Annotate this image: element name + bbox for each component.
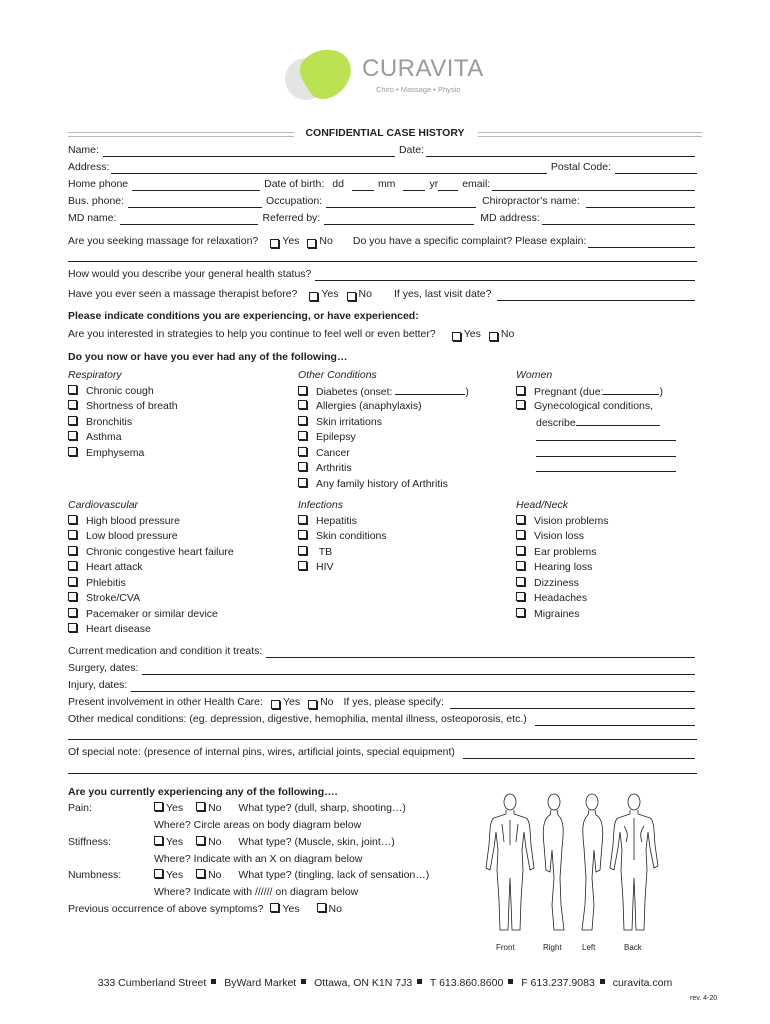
list-item[interactable]: Gynecological conditions, xyxy=(516,399,676,415)
list-item[interactable]: Chronic cough xyxy=(68,384,178,400)
medication-label: Current medication and condition it treats: xyxy=(68,645,263,657)
women-group xyxy=(516,368,676,477)
relax-yes-checkbox[interactable] xyxy=(270,239,279,248)
list-item[interactable]: Skin conditions xyxy=(298,529,387,545)
history-heading: Do you now or have you ever had any of the following… xyxy=(68,351,348,363)
indicate-heading: Please indicate conditions you are experiencing, or have experienced: xyxy=(68,310,419,322)
email-label: email: xyxy=(462,178,491,190)
footer-market: ByWard Market xyxy=(224,977,297,989)
specify-field[interactable] xyxy=(450,698,695,709)
list-item[interactable]: Allergies (anaphylaxis) xyxy=(298,399,469,415)
list-item[interactable]: Hepatitis xyxy=(298,514,387,530)
special-label: Of special note: (presence of internal pins, wires, artificial joints, special equipment) xyxy=(68,746,455,758)
health-field[interactable] xyxy=(315,270,695,281)
numbness-no-checkbox[interactable] xyxy=(196,869,205,878)
logo-mark-icon xyxy=(284,46,356,106)
stiffness-where: Where? Indicate with an X on diagram below xyxy=(154,853,363,865)
describe-line[interactable] xyxy=(516,461,676,477)
row-special xyxy=(68,745,697,759)
seen-question: Have you ever seen a massage therapist before? xyxy=(68,288,298,300)
stiffness-label: Stiffness: xyxy=(68,836,111,848)
surgery-field[interactable] xyxy=(142,664,695,675)
pain-where: Where? Circle areas on body diagram below xyxy=(154,819,362,831)
body-left-figure xyxy=(582,794,603,930)
stiffness-options: Yes No What type? (Muscle, skin, joint…) xyxy=(154,836,395,849)
address-field[interactable] xyxy=(111,163,546,174)
postal-label: Postal Code: xyxy=(550,161,611,173)
md-address-field[interactable] xyxy=(542,214,695,225)
home-phone-field[interactable] xyxy=(132,180,260,191)
relax-question: Are you seeking massage for relaxation? xyxy=(68,235,259,247)
brand-name: CURAVITA xyxy=(362,55,484,82)
square-bullet-icon xyxy=(508,979,513,984)
symptoms-heading: Are you currently experiencing any of the following…. xyxy=(68,786,338,798)
pain-yes-checkbox[interactable] xyxy=(154,802,163,811)
seen-yes-label: Yes xyxy=(321,288,339,300)
last-visit-label: If yes, last visit date? xyxy=(393,288,492,300)
diagram-label-left: Left xyxy=(582,943,596,952)
other-medical-label: Other medical conditions: (eg. depression, digestive, hemophilia, mental illness, osteoporosis, etc.) xyxy=(68,713,527,725)
diagram-label-right: Right xyxy=(543,943,562,952)
referred-label: Referred by: xyxy=(262,212,321,224)
md-name-label: MD name: xyxy=(68,212,117,224)
previous-row: Previous occurrence of above symptoms? Yes No xyxy=(68,903,342,915)
numbness-yes-checkbox[interactable] xyxy=(154,869,163,878)
relax-no-label: No xyxy=(319,235,333,247)
row-seen xyxy=(68,287,697,301)
numbness-type: What type? (tingling, lack of sensation…) xyxy=(238,869,430,881)
strategies-yes-checkbox[interactable] xyxy=(452,332,461,341)
occupation-label: Occupation: xyxy=(266,195,323,207)
page-title: CONFIDENTIAL CASE HISTORY xyxy=(0,127,770,139)
pain-label: Pain: xyxy=(68,802,92,814)
footer-website[interactable]: curavita.com xyxy=(612,977,673,989)
headneck-title: Head/Neck xyxy=(516,499,568,511)
describe-row[interactable]: describe xyxy=(516,415,676,431)
stiffness-type: What type? (Muscle, skin, joint…) xyxy=(238,836,395,848)
health-question: How would you describe your general health status? xyxy=(68,268,312,280)
chiro-name-field[interactable] xyxy=(586,197,695,208)
date-label: Date: xyxy=(398,144,425,156)
square-bullet-icon xyxy=(211,979,216,984)
square-bullet-icon xyxy=(417,979,422,984)
list-item[interactable]: Skin irritations xyxy=(298,415,469,431)
list-item[interactable]: TB xyxy=(298,545,387,561)
respiratory-group xyxy=(68,368,178,461)
row-health xyxy=(68,267,697,281)
md-name-field[interactable] xyxy=(120,214,258,225)
pain-no-checkbox[interactable] xyxy=(196,802,205,811)
list-item[interactable]: Heart attack xyxy=(68,560,234,576)
pain-type: What type? (dull, sharp, shooting…) xyxy=(238,802,406,814)
list-item[interactable]: Epilepsy xyxy=(298,430,469,446)
row-injury xyxy=(68,678,697,692)
name-label: Name: xyxy=(68,144,99,156)
women-title: Women xyxy=(516,369,553,381)
row-relaxation xyxy=(68,234,697,248)
diagram-label-back: Back xyxy=(624,943,642,952)
involvement-no-label: No xyxy=(320,696,334,708)
list-item[interactable]: Heart disease xyxy=(68,622,234,638)
pain-options: Yes No What type? (dull, sharp, shooting…) xyxy=(154,802,406,815)
list-item[interactable]: Cancer xyxy=(298,446,469,462)
stiffness-no-checkbox[interactable] xyxy=(196,836,205,845)
list-item[interactable]: Migraines xyxy=(516,607,609,623)
footer-street: 333 Cumberland Street xyxy=(97,977,207,989)
chiro-name-label: Chiropractor’s name: xyxy=(482,195,580,207)
email-field[interactable] xyxy=(492,180,695,191)
strategies-no-label: No xyxy=(500,328,515,340)
postal-field[interactable] xyxy=(615,163,697,174)
revision: rev. 4-20 xyxy=(690,995,718,1002)
numbness-label: Numbness: xyxy=(68,869,122,881)
strategies-yes-label: Yes xyxy=(463,328,481,340)
last-visit-field[interactable] xyxy=(497,290,695,301)
row-involvement xyxy=(68,695,697,709)
describe-line[interactable] xyxy=(516,430,676,446)
yr-label: yr xyxy=(429,178,439,190)
list-item[interactable]: Headaches xyxy=(516,591,609,607)
previous-no-checkbox[interactable] xyxy=(317,903,326,912)
footer-city: Ottawa, ON K1N 7J3 xyxy=(314,977,413,989)
list-item[interactable]: Stroke/CVA xyxy=(68,591,234,607)
body-right-figure xyxy=(543,794,564,930)
list-item[interactable]: Hearing loss xyxy=(516,560,609,576)
date-field[interactable] xyxy=(426,146,695,157)
list-item[interactable]: Low blood pressure xyxy=(68,529,234,545)
other-medical-field[interactable] xyxy=(535,715,695,726)
list-item[interactable]: High blood pressure xyxy=(68,514,234,530)
specify-label: If yes, please specify: xyxy=(343,696,444,708)
involvement-yes-label: Yes xyxy=(282,696,301,708)
referred-field[interactable] xyxy=(324,214,474,225)
occupation-field[interactable] xyxy=(326,197,476,208)
strategies-question: Are you interested in strategies to help you continue to feel well or even better? xyxy=(68,328,436,340)
dd-label: dd xyxy=(332,178,344,190)
address-label: Address: xyxy=(68,161,110,173)
body-diagram[interactable] xyxy=(478,790,678,940)
list-item[interactable]: Emphysema xyxy=(68,446,178,462)
numbness-where: Where? Indicate with ////// on diagram below xyxy=(154,886,359,898)
list-item[interactable]: Ear problems xyxy=(516,545,609,561)
list-item[interactable]: Shortness of breath xyxy=(68,399,178,415)
list-item[interactable]: Vision problems xyxy=(516,514,609,530)
square-bullet-icon xyxy=(600,979,605,984)
name-field[interactable] xyxy=(103,146,395,157)
mm-label: mm xyxy=(377,178,396,190)
list-item[interactable]: Diabetes (onset: ) xyxy=(298,384,469,400)
numbness-options: Yes No What type? (tingling, lack of sensation…) xyxy=(154,869,429,882)
diagram-label-front: Front xyxy=(496,943,515,952)
row-name-date xyxy=(68,143,697,157)
other-conditions-title: Other Conditions xyxy=(298,369,377,381)
involvement-no-checkbox[interactable] xyxy=(308,700,317,709)
row-medication xyxy=(68,644,697,658)
involvement-yes-checkbox[interactable] xyxy=(271,700,280,709)
brand-tagline: Chiro • Massage • Physio xyxy=(376,85,461,94)
footer-fax: F 613.237.9083 xyxy=(521,977,595,989)
previous-label: Previous occurrence of above symptoms? xyxy=(68,903,264,915)
footer-phone: T 613.860.8600 xyxy=(429,977,504,989)
stiffness-yes-checkbox[interactable] xyxy=(154,836,163,845)
seen-yes-checkbox[interactable] xyxy=(309,292,318,301)
home-phone-label: Home phone xyxy=(68,178,129,190)
list-item[interactable]: Phlebitis xyxy=(68,576,234,592)
complaint-field[interactable] xyxy=(588,237,695,248)
list-item[interactable]: Bronchitis xyxy=(68,415,178,431)
previous-yes-checkbox[interactable] xyxy=(270,903,279,912)
body-back-figure xyxy=(610,794,658,930)
row-surgery xyxy=(68,661,697,675)
strategies-no-checkbox[interactable] xyxy=(489,332,498,341)
row-md xyxy=(68,211,697,225)
dd-field[interactable] xyxy=(352,180,374,191)
special-line-2[interactable] xyxy=(68,773,697,774)
list-item[interactable]: HIV xyxy=(298,560,387,576)
relax-yes-label: Yes xyxy=(282,235,300,247)
row-strategies xyxy=(68,327,697,341)
square-bullet-icon xyxy=(301,979,306,984)
list-item[interactable]: Pacemaker or similar device xyxy=(68,607,234,623)
cardio-group xyxy=(68,498,234,638)
infections-title: Infections xyxy=(298,499,343,511)
bus-phone-label: Bus. phone: xyxy=(68,195,125,207)
relax-no-checkbox[interactable] xyxy=(307,239,316,248)
list-item[interactable]: Vision loss xyxy=(516,529,609,545)
logo xyxy=(284,46,484,106)
footer-address xyxy=(0,977,770,989)
mm-field[interactable] xyxy=(403,180,425,191)
special-field[interactable] xyxy=(463,748,695,759)
row-phone-dob xyxy=(68,177,697,191)
complaint-question: Do you have a specific complaint? Please explain: xyxy=(352,235,587,247)
complaint-line-2[interactable] xyxy=(68,261,697,262)
bus-phone-field[interactable] xyxy=(128,197,262,208)
surgery-label: Surgery, dates: xyxy=(68,662,139,674)
list-item[interactable]: Arthritis xyxy=(298,461,469,477)
list-item[interactable]: Asthma xyxy=(68,430,178,446)
seen-no-label: No xyxy=(358,288,372,300)
row-bus-occupation xyxy=(68,194,697,208)
seen-no-checkbox[interactable] xyxy=(347,292,356,301)
md-address-label: MD address: xyxy=(480,212,540,224)
list-item[interactable]: Pregnant (due: ) xyxy=(516,384,676,400)
yr-field[interactable] xyxy=(438,180,458,191)
injury-field[interactable] xyxy=(131,681,695,692)
dob-label: Date of birth: xyxy=(264,178,325,190)
other-conditions-group xyxy=(298,368,469,492)
headneck-group xyxy=(516,498,609,622)
involvement-label: Present involvement in other Health Care: xyxy=(68,696,263,708)
list-item[interactable]: Dizziness xyxy=(516,576,609,592)
respiratory-title: Respiratory xyxy=(68,369,122,381)
row-other-medical xyxy=(68,712,697,726)
list-item[interactable]: Any family history of Arthritis xyxy=(298,477,469,493)
describe-line[interactable] xyxy=(516,446,676,462)
medication-field[interactable] xyxy=(266,647,695,658)
other-medical-line-2[interactable] xyxy=(68,739,697,740)
body-front-figure xyxy=(486,794,534,930)
cardio-title: Cardiovascular xyxy=(68,499,139,511)
injury-label: Injury, dates: xyxy=(68,679,128,691)
infections-group xyxy=(298,498,387,576)
list-item[interactable]: Chronic congestive heart failure xyxy=(68,545,234,561)
row-address xyxy=(68,160,697,174)
